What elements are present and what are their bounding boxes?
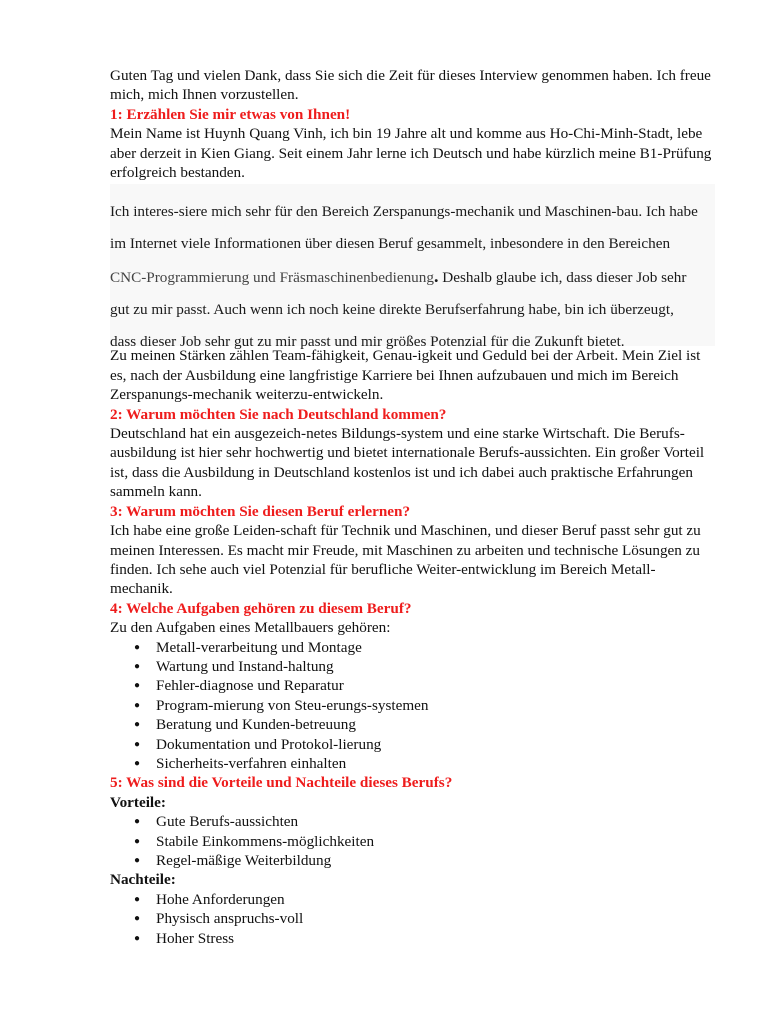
bullet-icon: ● — [134, 757, 141, 769]
cons-list — [110, 890, 715, 948]
question-2-paragraph: Deutschland hat ein ausgezeich-netes Bildungs-system und eine starke Wirtschaft. Die Berufs-ausbildung ist hier sehr hochwertig und bietet internationale Berufs-aussichten. Ein großer Vorteil ist, dass die Ausbildung in Deutschland kostenlos ist und ich dabei auch praktische Erfahrungen sammeln kann. — [110, 425, 705, 501]
bullet-icon: ● — [134, 738, 141, 750]
list-item-text: Metall-verarbeitung und Montage — [156, 638, 362, 656]
question-4-heading: 4: Welche Aufgaben gehören zu diesem Beruf? — [110, 599, 412, 617]
bullet-icon: ● — [134, 641, 141, 653]
list-item — [110, 890, 715, 909]
bullet-icon: ● — [134, 835, 141, 847]
shaded-line-part: Deshalb glaube ich, dass dieser Job sehr — [438, 269, 687, 287]
pros-label: Vorteile: — [110, 793, 166, 811]
bullet-icon: ● — [134, 893, 141, 905]
shaded-line: dass dieser Job sehr gut zu mir passt und mir größes Potenzial für die Zukunft bietet. — [110, 333, 625, 351]
question-3-heading: 3: Warum möchten Sie diesen Beruf erlernen? — [110, 502, 411, 520]
list-item-text: Hohe Anforderungen — [156, 890, 285, 908]
pros-list — [110, 812, 715, 870]
bullet-icon: ● — [134, 719, 141, 731]
bullet-icon: ● — [134, 660, 141, 672]
question-1-heading: 1: Erzählen Sie mir etwas von Ihnen! — [110, 105, 351, 123]
list-item-text: Sicherheits-verfahren einhalten — [156, 754, 347, 772]
bullet-icon: ● — [134, 816, 141, 828]
bullet-icon: ● — [134, 699, 141, 711]
bullet-icon: ● — [134, 680, 141, 692]
list-item-text: Gute Berufs-aussichten — [156, 813, 299, 831]
question-1-paragraph-2: Zu meinen Stärken zählen Team-fähigkeit, Genau-igkeit und Geduld bei der Arbeit. Mein Ziel ist es, nach der Ausbildung eine langfristige Karriere bei Ihnen aufzubauen und mich im Bereich Zerspanungs-mechanik weiterzu-entwickeln. — [110, 347, 701, 404]
list-item — [110, 812, 715, 831]
list-item — [110, 638, 715, 657]
shaded-line-part: CNC-Programmierung und Fräsmaschinenbedienung — [110, 269, 434, 287]
question-1-paragraph-1: Mein Name ist Huynh Quang Vinh, ich bin 19 Jahre alt und komme aus Ho-Chi-Minh-Stadt, lebe aber derzeit in Kien Giang. Seit einem Jahr lerne ich Deutsch und habe kürzlich meine B1-Prüfung erfolgreich bestanden. — [110, 125, 712, 182]
list-item-text: Regel-mäßige Weiterbildung — [156, 852, 332, 869]
shaded-line: gut zu mir passt. Auch wenn ich noch keine direkte Berufserfahrung habe, bin ich überzeugt, — [110, 301, 674, 319]
list-item — [110, 851, 715, 870]
shaded-line — [110, 260, 715, 294]
question-2-heading: 2: Warum möchten Sie nach Deutschland kommen? — [110, 405, 447, 423]
text-column — [110, 66, 715, 948]
bullet-icon: ● — [134, 855, 141, 866]
tasks-list — [110, 638, 715, 774]
intro-paragraph: Guten Tag und vielen Dank, dass Sie sich die Zeit für dieses Interview genommen haben. Ich freue mich, mich Ihnen vorzustellen. — [110, 67, 711, 104]
list-item-text: Stabile Einkommens-möglichkeiten — [156, 832, 375, 850]
list-item-text: Wartung und Instand-haltung — [156, 657, 334, 675]
list-item — [110, 929, 715, 948]
question-3-paragraph: Ich habe eine große Leiden-schaft für Technik und Maschinen, und dieser Beruf passt sehr gut zu meinen Interessen. Es macht mir Freude, mit Maschinen zu arbeiten und technische Lösungen zu finden. Ich sehe auch viel Potenzial für berufliche Weiter-entwicklung im Bereich Metall-mechanik. — [110, 522, 701, 598]
shaded-paragraph — [110, 184, 715, 351]
list-item — [110, 735, 715, 754]
list-item-text: Dokumentation und Protokol-lierung — [156, 735, 382, 753]
list-item — [110, 909, 715, 928]
list-item — [110, 832, 715, 851]
list-item-text: Physisch anspruchs-voll — [156, 910, 304, 928]
list-item-text: Beratung und Kunden-betreuung — [156, 716, 356, 734]
list-item — [110, 696, 715, 715]
shaded-line-dot: . — [433, 266, 439, 287]
question-4-intro: Zu den Aufgaben eines Metallbauers gehören: — [110, 619, 391, 637]
shaded-line: im Internet viele Informationen über diesen Beruf gesammelt, inbesondere in den Bereichen — [110, 235, 671, 253]
list-item-text: Hoher Stress — [156, 929, 235, 947]
list-item-text: Fehler-diagnose und Reparatur — [156, 677, 344, 695]
list-item — [110, 715, 715, 734]
question-5-heading: 5: Was sind die Vorteile und Nachteile dieses Berufs? — [110, 774, 453, 792]
list-item-text: Program-mierung von Steu-erungs-systemen — [156, 696, 429, 714]
cons-label: Nachteile: — [110, 871, 176, 889]
bullet-icon: ● — [134, 913, 141, 925]
bullet-icon: ● — [134, 932, 141, 944]
shaded-line: Ich interes-siere mich sehr für den Bereich Zerspanungs-mechanik und Maschinen-bau. Ich habe — [110, 203, 698, 221]
list-item — [110, 754, 715, 773]
list-item — [110, 676, 715, 695]
list-item — [110, 657, 715, 676]
